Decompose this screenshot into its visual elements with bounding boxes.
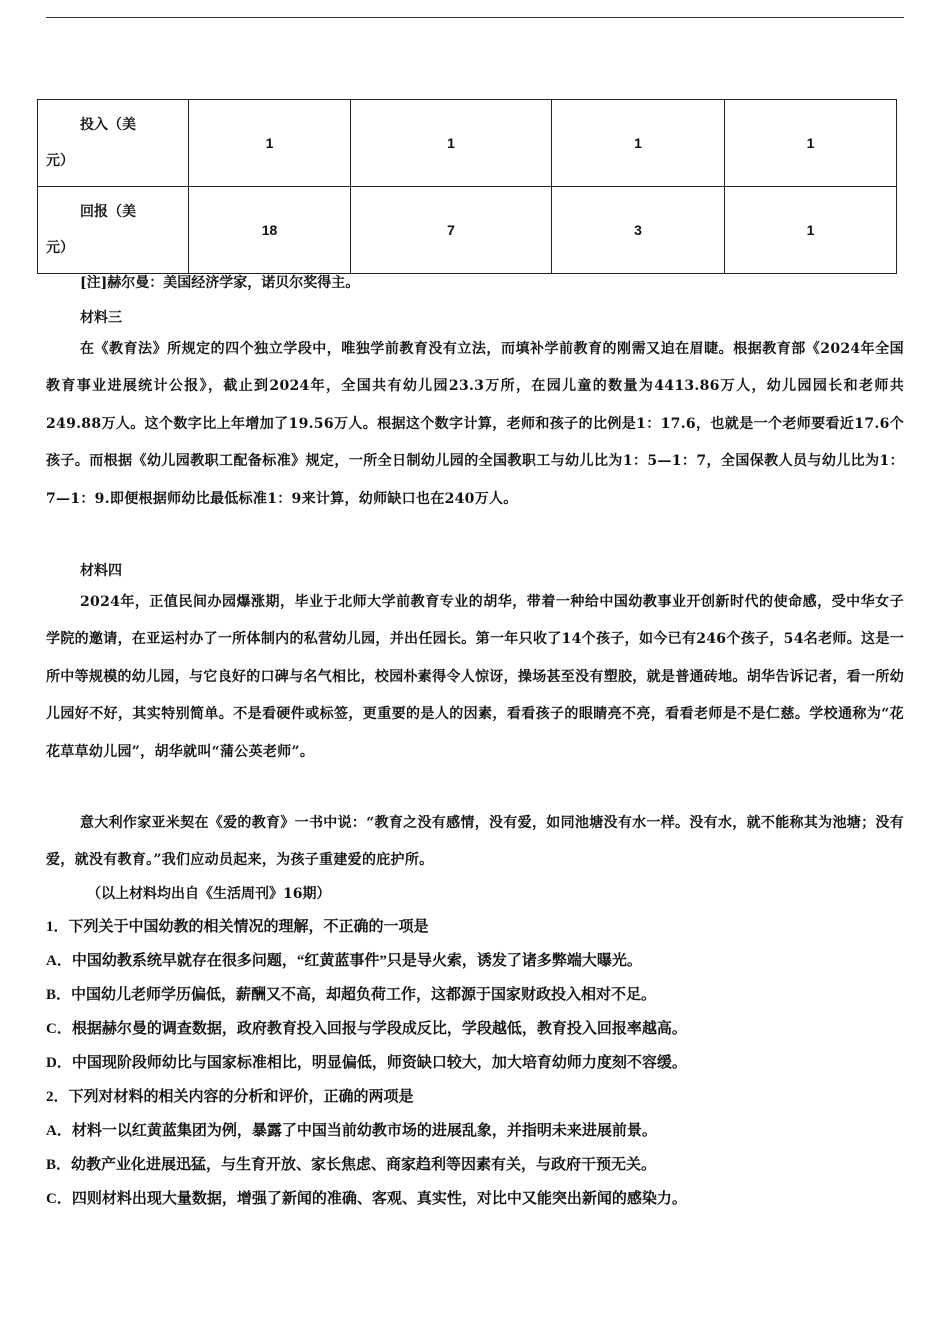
material3-paragraph: 在《教育法》所规定的四个独立学段中，唯独学前教育没有立法，而填补学前教育的刚需又迫在眉睫。根据教育部《2024年全国教育事业进展统计公报》，截止到2024年，全国共有幼儿园23.3万所，在园儿童的数量为4413.86万人，幼儿园园长和老师共249.88万人。这个数字比上年增加了19.56万人。根据这个数字计算，老师和孩子的比例是1：17.6，也就是一个老师要看近17.6个孩子。而根据《幼儿园教职工配备标准》规定，一所全日制幼儿园的全国教职工与幼儿比为1：5—1：7，全国保教人员与幼儿比为1：7—1：9.即便根据师幼比最低标准1：9来计算，幼师缺口也在240万人。: [46, 341, 904, 507]
row-label-line1: 投入（美: [80, 117, 136, 133]
table-cell: 1: [552, 100, 725, 187]
header-rule: [46, 17, 904, 18]
material4-quote: 意大利作家亚米契在《爱的教育》一书中说：“教育之没有感情，没有爱，如同池塘没有水一样。没有水，就不能称其为池塘；没有爱，就没有教育。”我们应动员起来，为孩子重建爱的庇护所。: [46, 815, 904, 869]
row-label: [38, 187, 189, 274]
question2-option-b: B．幼教产业化进展迅猛，与生育开放、家长焦虑、商家趋利等因素有关，与政府干预无关。: [46, 1157, 657, 1173]
row-label: [38, 100, 189, 187]
question1-option-b: B．中国幼儿老师学历偏低，薪酬又不高，却超负荷工作，这都源于国家财政投入相对不足。: [46, 987, 657, 1003]
material4-heading: 材料四: [80, 563, 122, 579]
question2-option-a: A．材料一以红黄蓝集团为例，暴露了中国当前幼教市场的进展乱象，并指明未来进展前景。: [46, 1123, 657, 1139]
row-label-line2: 元）: [46, 153, 74, 169]
table-cell: 1: [725, 100, 897, 187]
table-cell: 3: [552, 187, 725, 274]
table-row: [38, 100, 897, 187]
table-cell: 1: [189, 100, 351, 187]
table-cell: 18: [189, 187, 351, 274]
table-cell: 1: [351, 100, 552, 187]
source-note: （以上材料均出自《生活周刊》16期）: [87, 886, 331, 902]
row-label-line1: 回报（美: [80, 204, 136, 220]
question1-stem: 1．下列关于中国幼教的相关情况的理解，不正确的一项是: [46, 919, 429, 935]
material3-heading: 材料三: [80, 310, 122, 326]
question1-option-d: D．中国现阶段师幼比与国家标准相比，明显偏低，师资缺口较大，加大培育幼师力度刻不容缓。: [46, 1055, 687, 1071]
question2-option-c: C．四则材料出现大量数据，增强了新闻的准确、客观、真实性，对比中又能突出新闻的感染力。: [46, 1191, 687, 1207]
table-note: [注]赫尔曼：美国经济学家，诺贝尔奖得主。: [80, 275, 360, 291]
material4-paragraph: 2024年，正值民间办园爆涨期，毕业于北师大学前教育专业的胡华，带着一种给中国幼教事业开创新时代的使命感，受中华女子学院的邀请，在亚运村办了一所体制内的私营幼儿园，并出任园长。第一年只收了14个孩子，如今已有246个孩子，54名老师。这是一所中等规模的幼儿园，与它良好的口碑与名气相比，校园朴素得令人惊讶，操场甚至没有塑胶，就是普通砖地。胡华告诉记者，看一所幼儿园好不好，其实特别简单。不是看硬件或标签，更重要的是人的因素，看看孩子的眼睛亮不亮，看看老师是不是仁慈。学校通称为“花花草草幼儿园”，胡华就叫“蒲公英老师”。: [46, 594, 904, 760]
table-cell: 1: [725, 187, 897, 274]
question1-option-a: A．中国幼教系统早就存在很多问题，“红黄蓝事件”只是导火索，诱发了诸多弊端大曝光。: [46, 953, 642, 969]
question2-stem: 2．下列对材料的相关内容的分析和评价，正确的两项是: [46, 1089, 414, 1105]
row-label-line2: 元）: [46, 240, 74, 256]
table-cell: 7: [351, 187, 552, 274]
question1-option-c: C．根据赫尔曼的调查数据，政府教育投入回报与学段成反比，学段越低，教育投入回报率越高。: [46, 1021, 687, 1037]
table-row: [38, 187, 897, 274]
investment-return-table: [37, 99, 897, 274]
